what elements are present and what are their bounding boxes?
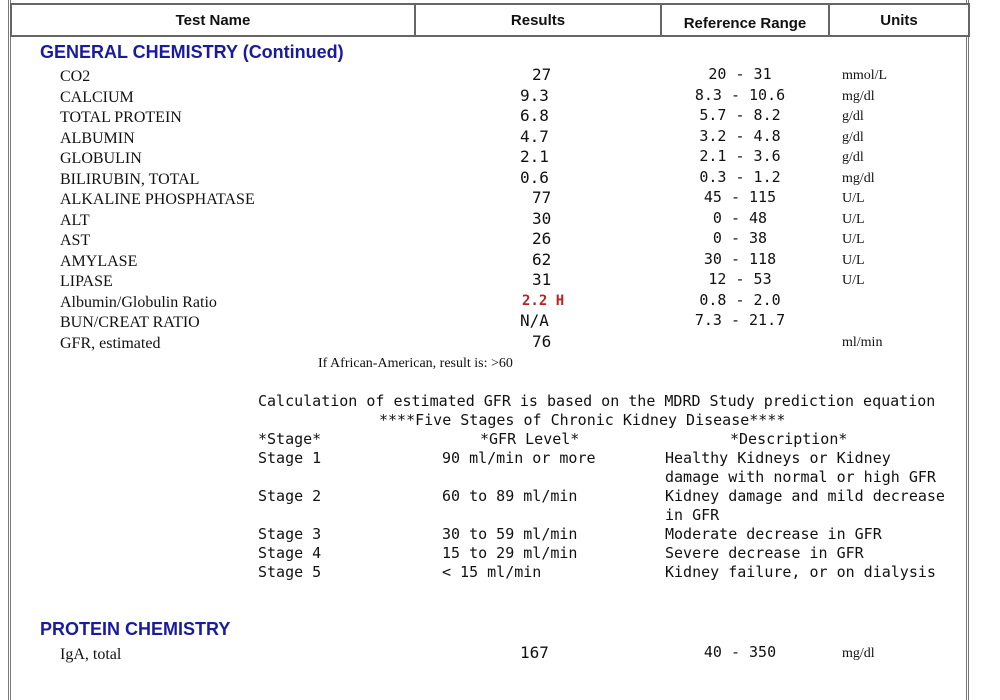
stage-description: Kidney failure, or on dialysis bbox=[665, 563, 936, 581]
flagged-result-value: 2.2 H bbox=[522, 292, 565, 309]
result-value: 0.6 bbox=[520, 167, 549, 187]
gfr-level: 15 to 29 ml/min bbox=[442, 544, 578, 562]
table-row bbox=[0, 643, 1000, 666]
test-name: GLOBULIN bbox=[60, 150, 142, 167]
unit: U/L bbox=[842, 211, 865, 227]
header-units: Units bbox=[828, 3, 970, 37]
stage-column-header: *Stage* bbox=[258, 430, 322, 448]
result-value: 26 bbox=[532, 229, 552, 248]
gfr-comment-line1: Calculation of estimated GFR is based on the MDRD Study prediction equation bbox=[258, 392, 936, 410]
test-name: Albumin/Globulin Ratio bbox=[60, 293, 217, 311]
test-name: ALKALINE PHOSPHATASE bbox=[60, 191, 255, 208]
result-value: 2.1 bbox=[520, 147, 549, 166]
unit: U/L bbox=[842, 232, 865, 247]
unit: U/L bbox=[842, 252, 865, 268]
result-value: 77 bbox=[532, 188, 552, 207]
reference-range: 40 - 350 bbox=[703, 643, 777, 661]
reference-range: 0 - 38 bbox=[712, 229, 768, 247]
reference-range: 12 - 53 bbox=[708, 270, 772, 288]
stage-description: Moderate decrease in GFR bbox=[665, 525, 882, 543]
unit: U/L bbox=[842, 191, 865, 206]
reference-range: 5.7 - 8.2 bbox=[699, 106, 781, 124]
result-value: 167 bbox=[520, 643, 549, 662]
unit: ml/min bbox=[842, 334, 883, 350]
stage-label: Stage 2 bbox=[258, 487, 322, 505]
test-name: AMYLASE bbox=[60, 252, 138, 270]
reference-range: 0.3 - 1.2 bbox=[699, 167, 781, 186]
test-name: TOTAL PROTEIN bbox=[60, 109, 182, 126]
test-name: BUN/CREAT RATIO bbox=[60, 314, 200, 331]
header-results: Results bbox=[414, 3, 660, 37]
result-value: 27 bbox=[532, 65, 552, 84]
reference-range: 0 - 48 bbox=[712, 208, 768, 227]
test-name: AST bbox=[60, 232, 91, 249]
gfr-note: If African-American, result is: >60 bbox=[318, 356, 513, 371]
stage-label: Stage 4 bbox=[258, 544, 322, 562]
reference-range: 8.3 - 10.6 bbox=[694, 85, 786, 104]
unit: U/L bbox=[842, 273, 865, 288]
result-value: 76 bbox=[532, 331, 552, 351]
stage-description: Kidney damage and mild decrease in GFR bbox=[665, 487, 945, 524]
result-value: 9.3 bbox=[520, 85, 549, 105]
test-name: IgA, total bbox=[60, 646, 122, 663]
gfr-level-column-header: *GFR Level* bbox=[480, 430, 580, 448]
test-name: GFR, estimated bbox=[60, 334, 161, 352]
reference-range: 7.3 - 21.7 bbox=[694, 311, 786, 329]
gfr-comment-line2: ****Five Stages of Chronic Kidney Disease**** bbox=[379, 411, 786, 429]
reference-range: 45 - 115 bbox=[703, 188, 777, 206]
result-value: 62 bbox=[532, 249, 552, 269]
header-reference-range: Reference Range bbox=[660, 3, 828, 37]
gfr-level: 60 to 89 ml/min bbox=[442, 487, 578, 505]
table-row bbox=[0, 331, 1000, 355]
test-name: ALT bbox=[60, 211, 90, 229]
gfr-level: 90 ml/min or more bbox=[442, 449, 596, 467]
result-value: 30 bbox=[532, 208, 552, 228]
unit: g/dl bbox=[842, 129, 864, 145]
test-name: BILIRUBIN, TOTAL bbox=[60, 170, 200, 188]
test-name: LIPASE bbox=[60, 273, 113, 290]
reference-range: 20 - 31 bbox=[708, 65, 772, 83]
result-value: 4.7 bbox=[520, 126, 549, 146]
stage-description: Severe decrease in GFR bbox=[665, 544, 864, 562]
test-name: ALBUMIN bbox=[60, 129, 135, 147]
reference-range: 30 - 118 bbox=[703, 249, 777, 268]
gfr-level: < 15 ml/min bbox=[442, 563, 542, 581]
reference-range: 3.2 - 4.8 bbox=[699, 126, 781, 145]
section-protein-chemistry: PROTEIN CHEMISTRY bbox=[40, 619, 231, 639]
reference-range: 0.8 - 2.0 bbox=[699, 290, 781, 309]
table-header bbox=[10, 3, 970, 37]
stage-label: Stage 5 bbox=[258, 563, 322, 581]
reference-range: 2.1 - 3.6 bbox=[699, 147, 781, 165]
result-value: 6.8 bbox=[520, 106, 549, 125]
unit: mg/dl bbox=[842, 170, 875, 186]
header-test-name: Test Name bbox=[10, 3, 414, 37]
unit: mg/dl bbox=[842, 646, 875, 661]
result-value: 31 bbox=[532, 270, 552, 289]
description-column-header: *Description* bbox=[730, 430, 848, 448]
result-value: N/A bbox=[520, 311, 549, 330]
table-row bbox=[0, 270, 1000, 293]
test-name: CALCIUM bbox=[60, 88, 134, 106]
test-name: CO2 bbox=[60, 68, 91, 85]
stage-label: Stage 3 bbox=[258, 525, 322, 543]
section-general-chemistry: GENERAL CHEMISTRY (Continued) bbox=[40, 42, 344, 62]
stage-description: Healthy Kidneys or Kidney damage with normal or high GFR bbox=[665, 449, 936, 486]
unit: g/dl bbox=[842, 150, 864, 165]
unit: mmol/L bbox=[842, 68, 888, 83]
unit: mg/dl bbox=[842, 88, 875, 104]
unit: g/dl bbox=[842, 109, 864, 124]
stage-label: Stage 1 bbox=[258, 449, 322, 467]
gfr-level: 30 to 59 ml/min bbox=[442, 525, 578, 543]
